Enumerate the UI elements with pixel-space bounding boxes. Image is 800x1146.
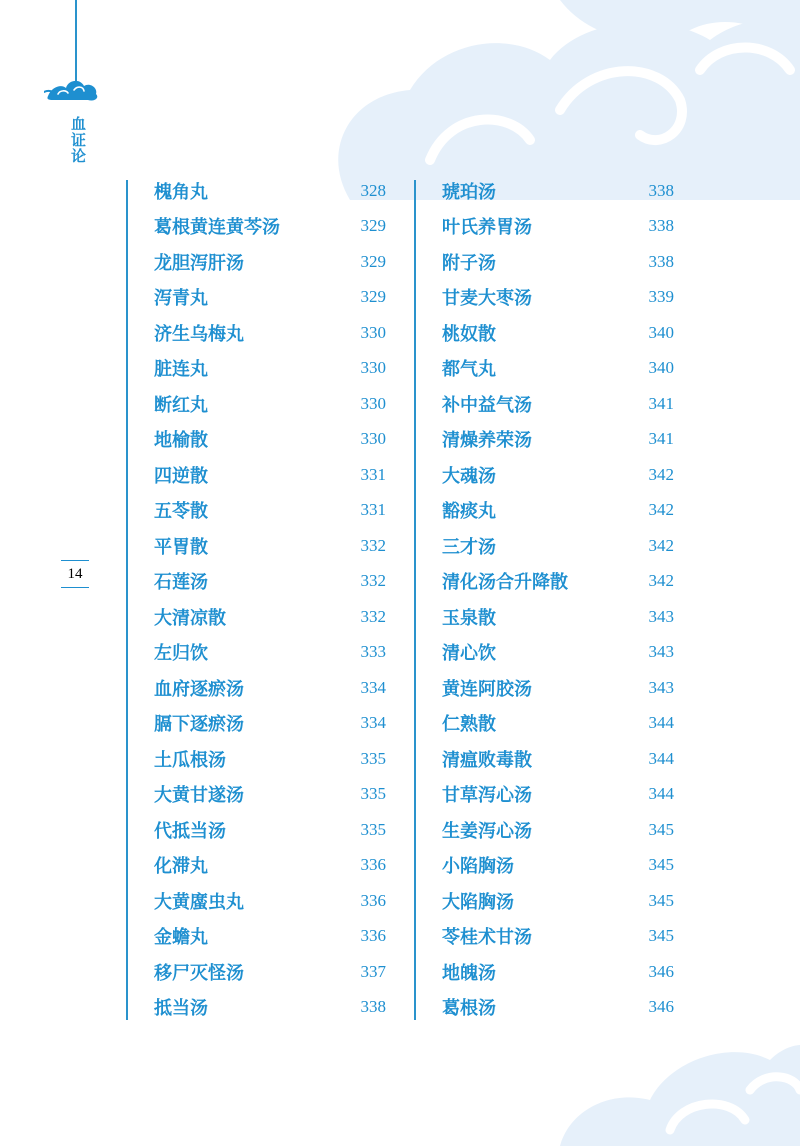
toc-entry[interactable]: [154, 457, 386, 493]
toc-entry[interactable]: [442, 741, 674, 777]
toc-entry-title: 大陷胸汤: [442, 891, 514, 913]
toc-entry-page: 338: [648, 180, 674, 200]
toc-entry[interactable]: [154, 812, 386, 848]
toc-entry[interactable]: [442, 386, 674, 422]
toc-entry[interactable]: [154, 777, 386, 813]
toc-entry-title: 小陷胸汤: [442, 856, 514, 878]
toc-entry-title: 葛根黄连黄芩汤: [154, 217, 280, 239]
toc-entry[interactable]: [154, 564, 386, 600]
toc-entry-title: 甘草泻心汤: [442, 785, 532, 807]
toc-entry-title: 仁熟散: [442, 714, 496, 736]
toc-entry-page: 338: [648, 216, 674, 236]
page-number-block: [60, 560, 90, 588]
toc-entry[interactable]: [442, 564, 674, 600]
cloud-decoration-bottom: [560, 1020, 800, 1146]
toc-entry-page: 336: [360, 926, 386, 946]
toc-entry-page: 344: [648, 748, 674, 768]
toc-entry[interactable]: [154, 741, 386, 777]
toc-entry-title: 玉泉散: [442, 607, 496, 629]
toc-entry-title: 膈下逐瘀汤: [154, 714, 244, 736]
toc-entry-page: 343: [648, 642, 674, 662]
toc-entry-page: 343: [648, 677, 674, 697]
page-number: 14: [67, 566, 83, 582]
toc-entry[interactable]: [442, 848, 674, 884]
toc-entry-title: 血府逐瘀汤: [154, 678, 244, 700]
left-column-rule: [126, 180, 128, 1020]
toc-entry-page: 332: [360, 571, 386, 591]
toc-entry-title: 四逆散: [154, 465, 208, 487]
toc-entry-page: 343: [648, 606, 674, 626]
toc-entry-page: 342: [648, 500, 674, 520]
toc-entry-page: 340: [648, 358, 674, 378]
book-title: 血证论: [69, 116, 87, 164]
toc-entry-title: 槐角丸: [154, 181, 208, 203]
toc-entry[interactable]: [442, 777, 674, 813]
toc-entry-page: 328: [360, 180, 386, 200]
toc-entry-title: 大魂汤: [442, 465, 496, 487]
toc-entry[interactable]: [154, 599, 386, 635]
toc-entry[interactable]: [154, 386, 386, 422]
toc-entry-page: 341: [648, 393, 674, 413]
toc-entry[interactable]: [442, 315, 674, 351]
toc-entry-title: 叶氏养胃汤: [442, 217, 532, 239]
toc-entry-page: 329: [360, 287, 386, 307]
toc-entry[interactable]: [154, 280, 386, 316]
toc-entry-page: 332: [360, 535, 386, 555]
toc-entry-title: 地魄汤: [442, 962, 496, 984]
middle-column-rule: [414, 180, 416, 1020]
toc-entry-page: 335: [360, 784, 386, 804]
toc-entry[interactable]: [154, 883, 386, 919]
toc-entry-title: 代抵当汤: [154, 820, 226, 842]
toc-entry-title: 葛根汤: [442, 998, 496, 1020]
toc-entry-title: 清心饮: [442, 643, 496, 665]
toc-entry-page: 342: [648, 535, 674, 555]
toc-entry[interactable]: [442, 706, 674, 742]
toc-entry[interactable]: [154, 528, 386, 564]
toc-entry[interactable]: [442, 493, 674, 529]
toc-entry-page: 331: [360, 464, 386, 484]
toc-entry-page: 340: [648, 322, 674, 342]
hanging-line: [75, 0, 77, 82]
toc-entry-title: 济生乌梅丸: [154, 323, 244, 345]
toc-entry-page: 338: [360, 997, 386, 1017]
toc-entry[interactable]: [154, 173, 386, 209]
toc-entry-title: 大黄甘遂汤: [154, 785, 244, 807]
toc-entry-page: 342: [648, 464, 674, 484]
toc-entry-page: 344: [648, 784, 674, 804]
toc-entry-title: 琥珀汤: [442, 181, 496, 203]
toc-entry-page: 335: [360, 748, 386, 768]
toc-entry-page: 338: [648, 251, 674, 271]
toc-entry[interactable]: [442, 635, 674, 671]
toc-entry-page: 333: [360, 642, 386, 662]
toc-entry-title: 甘麦大枣汤: [442, 288, 532, 310]
toc-entry[interactable]: [154, 848, 386, 884]
toc-entry-title: 地榆散: [154, 430, 208, 452]
toc-entry[interactable]: [154, 919, 386, 955]
toc-entry-page: 331: [360, 500, 386, 520]
toc-entry-page: 334: [360, 713, 386, 733]
toc-entry[interactable]: [154, 635, 386, 671]
toc-entry-page: 346: [648, 997, 674, 1017]
toc-entry-title: 桃奴散: [442, 323, 496, 345]
toc-entry[interactable]: [442, 280, 674, 316]
toc-entry-title: 龙胆泻肝汤: [154, 252, 244, 274]
toc-entry-page: 337: [360, 961, 386, 981]
toc-entry[interactable]: [154, 351, 386, 387]
toc-entry[interactable]: [154, 422, 386, 458]
toc-entry[interactable]: [442, 919, 674, 955]
toc-entry-title: 清瘟败毒散: [442, 749, 532, 771]
toc-entry-title: 三才汤: [442, 536, 496, 558]
toc-entry-title: 抵当汤: [154, 998, 208, 1020]
page-number-rule-bottom: [61, 587, 89, 588]
toc-entry[interactable]: [442, 351, 674, 387]
toc-entry-page: 329: [360, 251, 386, 271]
toc-entry-page: 330: [360, 322, 386, 342]
toc-entry-title: 石莲汤: [154, 572, 208, 594]
toc-entry-page: 344: [648, 713, 674, 733]
toc-entry-title: 补中益气汤: [442, 394, 532, 416]
toc-entry[interactable]: [442, 954, 674, 990]
toc-entry-page: 334: [360, 677, 386, 697]
toc-entry-title: 附子汤: [442, 252, 496, 274]
toc-entry-page: 330: [360, 393, 386, 413]
toc-entry[interactable]: [154, 954, 386, 990]
toc-entry-page: 330: [360, 429, 386, 449]
toc-entry[interactable]: [442, 422, 674, 458]
toc-entry-page: 335: [360, 819, 386, 839]
toc-entry-page: 336: [360, 855, 386, 875]
toc-entry[interactable]: [442, 670, 674, 706]
toc-entry-title: 移尸灭怪汤: [154, 962, 244, 984]
toc-entry-title: 左归饮: [154, 643, 208, 665]
toc-entry[interactable]: [442, 244, 674, 280]
toc-entry-title: 化滞丸: [154, 856, 208, 878]
toc-entry-page: 342: [648, 571, 674, 591]
toc-entry[interactable]: [442, 812, 674, 848]
toc-entry-title: 生姜泻心汤: [442, 820, 532, 842]
toc-entry-title: 都气丸: [442, 359, 496, 381]
toc-entry-title: 脏连丸: [154, 359, 208, 381]
toc-column-left: [154, 173, 386, 1025]
toc-entry[interactable]: [154, 315, 386, 351]
toc-entry-page: 332: [360, 606, 386, 626]
toc-entry-page: 345: [648, 819, 674, 839]
toc-entry-page: 341: [648, 429, 674, 449]
toc-entry-title: 五苓散: [154, 501, 208, 523]
toc-entry-title: 清化汤合升降散: [442, 572, 568, 594]
toc-entry-page: 345: [648, 890, 674, 910]
toc-entry[interactable]: [154, 209, 386, 245]
toc-entry-title: 平胃散: [154, 536, 208, 558]
toc-entry-title: 泻青丸: [154, 288, 208, 310]
toc-entry[interactable]: [442, 883, 674, 919]
toc-entry[interactable]: [442, 209, 674, 245]
toc-entry-page: 345: [648, 926, 674, 946]
toc-column-right: [442, 173, 674, 1025]
toc-entry-title: 土瓜根汤: [154, 749, 226, 771]
toc-entry-page: 336: [360, 890, 386, 910]
toc-entry[interactable]: [154, 670, 386, 706]
cloud-decoration-top: [260, 0, 800, 200]
toc-entry-title: 金蟾丸: [154, 927, 208, 949]
toc-entry-title: 黄连阿胶汤: [442, 678, 532, 700]
toc-entry[interactable]: [442, 457, 674, 493]
toc-entry[interactable]: [442, 173, 674, 209]
toc-entry-page: 346: [648, 961, 674, 981]
toc-entry-page: 339: [648, 287, 674, 307]
toc-entry[interactable]: [442, 990, 674, 1026]
cloud-icon: [44, 74, 100, 104]
toc-entry-page: 345: [648, 855, 674, 875]
toc-entry-title: 苓桂术甘汤: [442, 927, 532, 949]
toc-entry[interactable]: [442, 528, 674, 564]
toc-entry-title: 大黄䗪虫丸: [154, 891, 244, 913]
toc-entry[interactable]: [154, 706, 386, 742]
toc-entry[interactable]: [442, 599, 674, 635]
toc-entry-page: 330: [360, 358, 386, 378]
toc-entry-title: 大清凉散: [154, 607, 226, 629]
toc-entry[interactable]: [154, 990, 386, 1026]
toc-entry[interactable]: [154, 493, 386, 529]
toc-entry[interactable]: [154, 244, 386, 280]
toc-entry-title: 豁痰丸: [442, 501, 496, 523]
toc-entry-title: 断红丸: [154, 394, 208, 416]
toc-entry-title: 清燥养荣汤: [442, 430, 532, 452]
toc-entry-page: 329: [360, 216, 386, 236]
